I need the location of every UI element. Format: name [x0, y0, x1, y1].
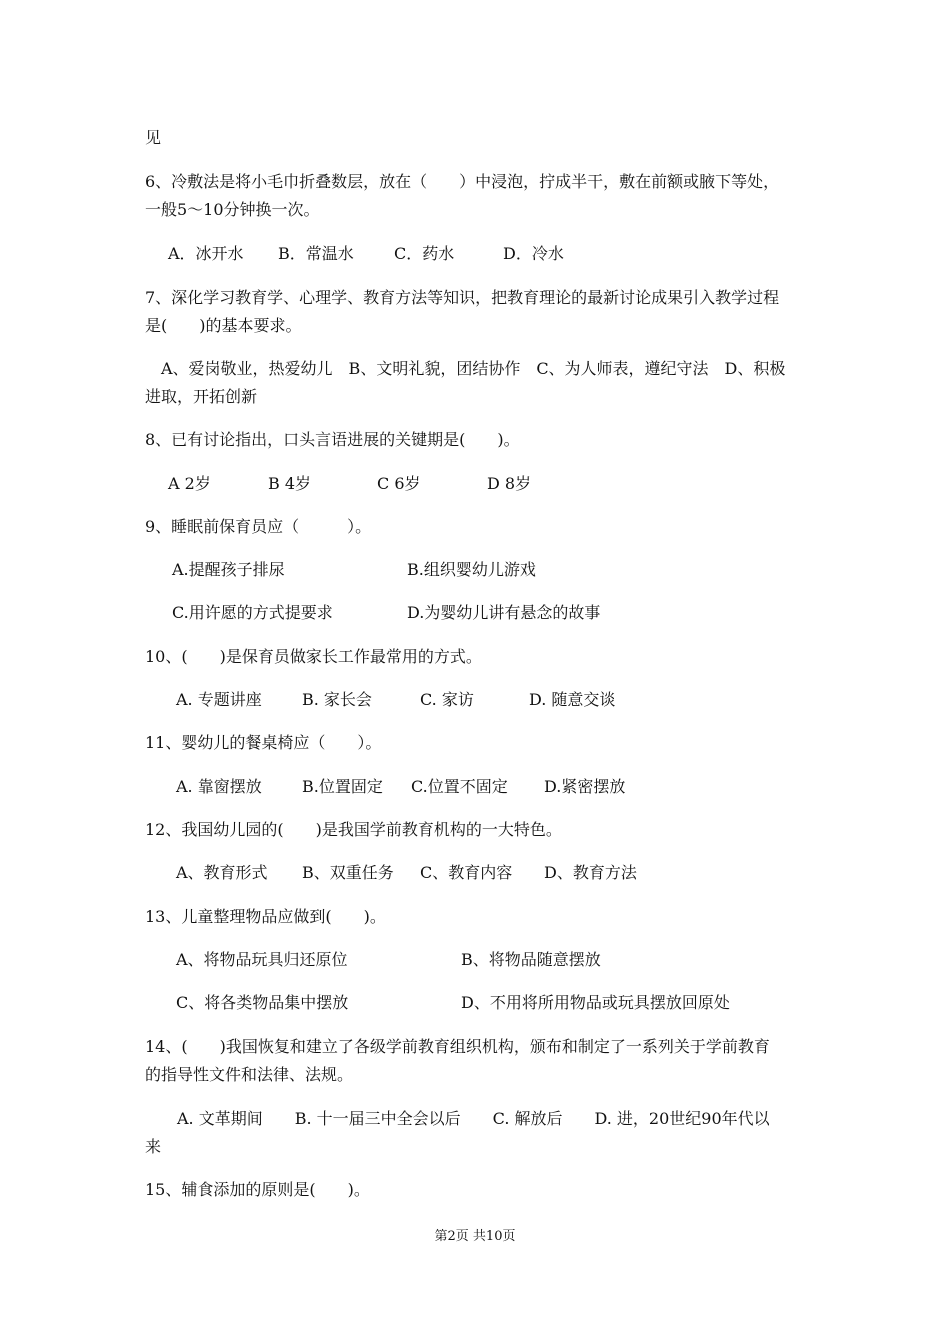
- q9-option-c: C.用许愿的方式提要求: [172, 603, 333, 622]
- q12-option-d: D、教育方法: [544, 863, 637, 882]
- q10-option-c: C. 家访: [420, 690, 474, 709]
- q11-option-b: B.位置固定: [302, 777, 383, 796]
- continued-fragment: 见: [145, 128, 162, 147]
- question-6-line-2: 一般5～10分钟换一次。: [145, 200, 320, 219]
- q8-option-d: D 8岁: [487, 474, 532, 493]
- question-10: 10、( )是保育员做家长工作最常用的方式。: [145, 647, 482, 666]
- question-13: 13、儿童整理物品应做到( )。: [145, 907, 386, 926]
- q14-options-line-2: 来: [145, 1137, 162, 1156]
- q10-option-a: A. 专题讲座: [176, 690, 262, 709]
- question-6-line-1: 6、冷敷法是将小毛巾折叠数层，放在（ ）中浸泡，拧成半干，敷在前额或腋下等处，: [145, 172, 780, 191]
- q13-option-b: B、将物品随意摆放: [461, 950, 601, 969]
- q8-option-a: A 2岁: [168, 474, 211, 493]
- q9-option-d: D.为婴幼儿讲有悬念的故事: [407, 603, 601, 622]
- question-14-line-1: 14、( )我国恢复和建立了各级学前教育组织机构，颁布和制定了一系列关于学前教育: [145, 1037, 770, 1056]
- question-7-line-2: 是( )的基本要求。: [145, 316, 302, 335]
- question-11: 11、婴幼儿的餐桌椅应（ ）。: [145, 733, 382, 752]
- q14-options-line-1: A. 文革期间 B. 十一届三中全会以后 C. 解放后 D. 进，20世纪90年代以: [145, 1109, 770, 1128]
- q8-option-c: C 6岁: [377, 474, 421, 493]
- q7-options-line-2: 进取，开拓创新: [145, 387, 258, 406]
- q10-option-b: B. 家长会: [302, 690, 372, 709]
- q9-option-a: A.提醒孩子排尿: [172, 560, 285, 579]
- q12-option-b: B、双重任务: [302, 863, 394, 882]
- q6-option-c: C．药水: [394, 244, 455, 263]
- q7-options-line-1: A、爱岗敬业，热爱幼儿 B、文明礼貌，团结协作 C、为人师表，遵纪守法 D、积极: [145, 359, 786, 378]
- question-9: 9、睡眠前保育员应（ ）。: [145, 517, 372, 536]
- question-12: 12、我国幼儿园的( )是我国学前教育机构的一大特色。: [145, 820, 562, 839]
- q6-option-a: A．冰开水: [168, 244, 244, 263]
- q11-option-c: C.位置不固定: [411, 777, 508, 796]
- question-14-line-2: 的指导性文件和法律、法规。: [145, 1065, 354, 1084]
- q13-option-a: A、将物品玩具归还原位: [176, 950, 348, 969]
- question-8: 8、已有讨论指出，口头言语进展的关键期是( )。: [145, 430, 520, 449]
- q12-option-c: C、教育内容: [420, 863, 513, 882]
- page-footer: 第2页 共10页: [434, 1229, 516, 1244]
- q8-option-b: B 4岁: [268, 474, 312, 493]
- q11-option-a: A. 靠窗摆放: [176, 777, 262, 796]
- q10-option-d: D. 随意交谈: [529, 690, 616, 709]
- question-15: 15、辅食添加的原则是( )。: [145, 1180, 370, 1199]
- q9-option-b: B.组织婴幼儿游戏: [407, 560, 536, 579]
- q13-option-c: C、将各类物品集中摆放: [176, 993, 349, 1012]
- q6-option-d: D．冷水: [503, 244, 564, 263]
- question-7-line-1: 7、深化学习教育学、心理学、教育方法等知识，把教育理论的最新讨论成果引入教学过程: [145, 288, 780, 307]
- q12-option-a: A、教育形式: [176, 863, 268, 882]
- q13-option-d: D、不用将所用物品或玩具摆放回原处: [461, 993, 730, 1012]
- q6-option-b: B．常温水: [278, 244, 354, 263]
- q11-option-d: D.紧密摆放: [544, 777, 626, 796]
